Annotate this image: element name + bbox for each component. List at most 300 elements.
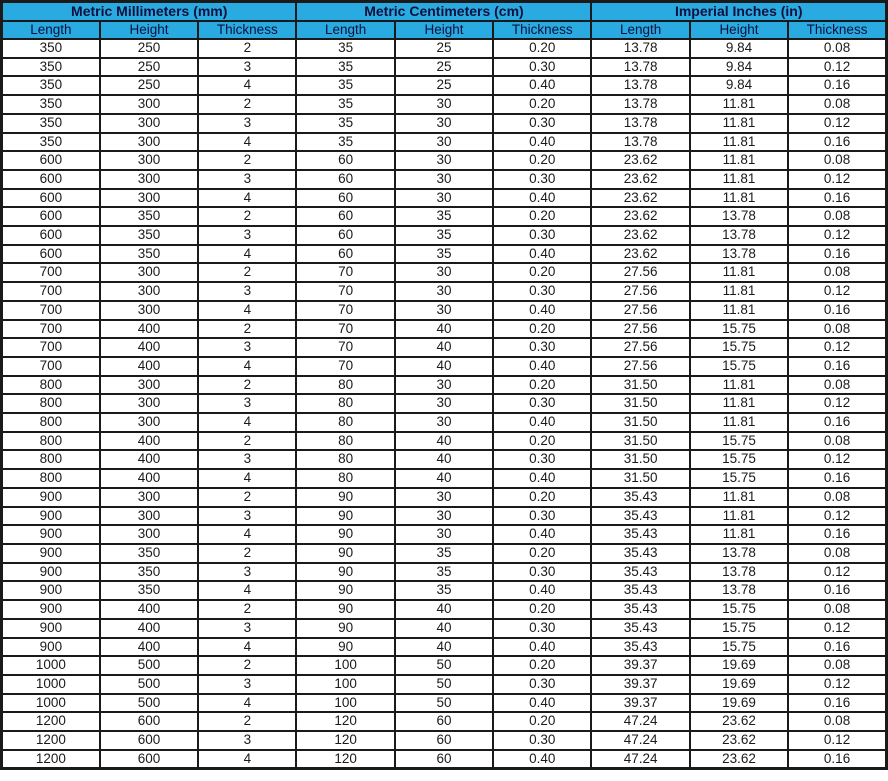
table-cell: 70 [296, 320, 394, 339]
table-cell: 2 [198, 39, 296, 58]
table-cell: 35.43 [591, 525, 689, 544]
table-cell: 25 [395, 58, 493, 77]
table-cell: 0.08 [788, 488, 886, 507]
table-cell: 35 [296, 114, 394, 133]
table-cell: 35 [296, 39, 394, 58]
table-cell: 2 [198, 656, 296, 675]
table-cell: 0.20 [493, 600, 591, 619]
table-cell: 11.81 [690, 133, 788, 152]
table-cell: 4 [198, 413, 296, 432]
table-cell: 600 [100, 750, 198, 769]
table-cell: 11.81 [690, 394, 788, 413]
table-row [2, 245, 887, 264]
table-cell: 600 [100, 731, 198, 750]
table-cell: 400 [100, 638, 198, 657]
table-cell: 1000 [2, 656, 100, 675]
table-cell: 0.16 [788, 357, 886, 376]
table-cell: 13.78 [690, 544, 788, 563]
table-cell: 0.20 [493, 544, 591, 563]
table-cell: 30 [395, 151, 493, 170]
table-row [2, 263, 887, 282]
table-row [2, 207, 887, 226]
table-cell: 100 [296, 675, 394, 694]
table-cell: 30 [395, 301, 493, 320]
table-cell: 11.81 [690, 282, 788, 301]
table-cell: 120 [296, 712, 394, 731]
section-header-in: Imperial Inches (in) [591, 2, 886, 22]
column-header-cm-length: Length [296, 21, 394, 39]
column-header-in-height: Height [690, 21, 788, 39]
table-row [2, 675, 887, 694]
table-cell: 0.12 [788, 731, 886, 750]
table-cell: 700 [2, 301, 100, 320]
table-cell: 3 [198, 170, 296, 189]
table-cell: 0.16 [788, 245, 886, 264]
table-row [2, 544, 887, 563]
table-cell: 400 [100, 338, 198, 357]
table-cell: 350 [100, 581, 198, 600]
table-cell: 0.30 [493, 282, 591, 301]
table-cell: 300 [100, 394, 198, 413]
table-cell: 11.81 [690, 95, 788, 114]
table-cell: 90 [296, 581, 394, 600]
table-cell: 0.16 [788, 638, 886, 657]
table-cell: 13.78 [690, 226, 788, 245]
table-cell: 60 [296, 151, 394, 170]
table-cell: 0.16 [788, 413, 886, 432]
table-cell: 30 [395, 133, 493, 152]
table-cell: 3 [198, 58, 296, 77]
table-cell: 0.08 [788, 95, 886, 114]
table-cell: 4 [198, 581, 296, 600]
table-cell: 600 [100, 712, 198, 731]
table-row [2, 731, 887, 750]
table-cell: 300 [100, 376, 198, 395]
table-cell: 500 [100, 656, 198, 675]
table-cell: 1000 [2, 694, 100, 713]
table-cell: 400 [100, 619, 198, 638]
table-cell: 800 [2, 394, 100, 413]
table-cell: 0.12 [788, 507, 886, 526]
table-cell: 0.20 [493, 376, 591, 395]
table-cell: 13.78 [591, 39, 689, 58]
table-row [2, 488, 887, 507]
table-cell: 11.81 [690, 413, 788, 432]
table-cell: 0.40 [493, 750, 591, 769]
table-cell: 35 [296, 133, 394, 152]
table-cell: 300 [100, 170, 198, 189]
table-cell: 3 [198, 731, 296, 750]
table-cell: 11.81 [690, 301, 788, 320]
table-cell: 90 [296, 507, 394, 526]
table-cell: 0.20 [493, 151, 591, 170]
table-cell: 35 [395, 563, 493, 582]
table-cell: 50 [395, 694, 493, 713]
table-cell: 600 [2, 245, 100, 264]
table-cell: 0.30 [493, 563, 591, 582]
table-cell: 11.81 [690, 151, 788, 170]
table-cell: 9.84 [690, 39, 788, 58]
table-row [2, 600, 887, 619]
table-cell: 350 [100, 563, 198, 582]
table-row [2, 226, 887, 245]
table-cell: 0.30 [493, 507, 591, 526]
table-cell: 0.40 [493, 581, 591, 600]
table-cell: 0.20 [493, 712, 591, 731]
table-cell: 40 [395, 469, 493, 488]
table-cell: 27.56 [591, 301, 689, 320]
table-cell: 40 [395, 357, 493, 376]
table-cell: 350 [100, 226, 198, 245]
table-cell: 300 [100, 133, 198, 152]
table-cell: 30 [395, 525, 493, 544]
table-cell: 2 [198, 712, 296, 731]
table-cell: 31.50 [591, 432, 689, 451]
table-cell: 0.12 [788, 563, 886, 582]
table-row [2, 581, 887, 600]
table-cell: 0.16 [788, 694, 886, 713]
table-cell: 0.08 [788, 712, 886, 731]
table-cell: 11.81 [690, 189, 788, 208]
table-cell: 2 [198, 207, 296, 226]
table-cell: 0.40 [493, 525, 591, 544]
table-cell: 35.43 [591, 600, 689, 619]
table-cell: 80 [296, 432, 394, 451]
table-row [2, 320, 887, 339]
table-cell: 39.37 [591, 656, 689, 675]
table-cell: 15.75 [690, 450, 788, 469]
table-cell: 2 [198, 488, 296, 507]
table-row [2, 133, 887, 152]
table-cell: 700 [2, 338, 100, 357]
table-cell: 19.69 [690, 656, 788, 675]
table-cell: 31.50 [591, 450, 689, 469]
table-cell: 300 [100, 507, 198, 526]
table-cell: 27.56 [591, 263, 689, 282]
table-cell: 0.08 [788, 151, 886, 170]
table-cell: 15.75 [690, 600, 788, 619]
table-cell: 80 [296, 394, 394, 413]
table-cell: 13.78 [690, 563, 788, 582]
table-cell: 300 [100, 413, 198, 432]
table-cell: 0.20 [493, 488, 591, 507]
table-cell: 15.75 [690, 320, 788, 339]
table-cell: 1200 [2, 731, 100, 750]
table-cell: 11.81 [690, 263, 788, 282]
table-cell: 4 [198, 638, 296, 657]
table-cell: 35.43 [591, 638, 689, 657]
table-cell: 250 [100, 39, 198, 58]
table-cell: 0.16 [788, 189, 886, 208]
table-cell: 800 [2, 469, 100, 488]
table-cell: 4 [198, 525, 296, 544]
table-cell: 2 [198, 544, 296, 563]
table-cell: 3 [198, 282, 296, 301]
column-header-in-thickness: Thickness [788, 21, 886, 39]
table-cell: 3 [198, 563, 296, 582]
table-cell: 40 [395, 432, 493, 451]
table-cell: 0.16 [788, 76, 886, 95]
table-cell: 0.40 [493, 694, 591, 713]
table-cell: 100 [296, 656, 394, 675]
table-cell: 0.12 [788, 394, 886, 413]
column-header-mm-length: Length [2, 21, 100, 39]
table-cell: 250 [100, 76, 198, 95]
table-cell: 31.50 [591, 469, 689, 488]
table-cell: 60 [395, 731, 493, 750]
table-cell: 900 [2, 507, 100, 526]
table-cell: 30 [395, 114, 493, 133]
table-cell: 15.75 [690, 338, 788, 357]
table-cell: 0.30 [493, 226, 591, 245]
table-cell: 40 [395, 619, 493, 638]
table-row [2, 301, 887, 320]
table-cell: 350 [100, 245, 198, 264]
table-cell: 0.20 [493, 95, 591, 114]
table-cell: 70 [296, 263, 394, 282]
table-cell: 70 [296, 357, 394, 376]
table-cell: 35 [296, 76, 394, 95]
table-cell: 11.81 [690, 488, 788, 507]
table-cell: 900 [2, 600, 100, 619]
table-cell: 300 [100, 114, 198, 133]
table-cell: 700 [2, 282, 100, 301]
table-cell: 0.20 [493, 432, 591, 451]
table-cell: 60 [296, 226, 394, 245]
table-cell: 35 [395, 207, 493, 226]
table-cell: 400 [100, 469, 198, 488]
table-cell: 27.56 [591, 357, 689, 376]
table-row [2, 394, 887, 413]
table-cell: 11.81 [690, 376, 788, 395]
table-cell: 80 [296, 450, 394, 469]
table-row [2, 619, 887, 638]
table-cell: 350 [2, 95, 100, 114]
table-cell: 30 [395, 394, 493, 413]
table-cell: 4 [198, 750, 296, 769]
table-cell: 2 [198, 95, 296, 114]
table-cell: 11.81 [690, 170, 788, 189]
table-cell: 1200 [2, 712, 100, 731]
table-cell: 0.08 [788, 376, 886, 395]
table-cell: 35 [395, 544, 493, 563]
table-row [2, 338, 887, 357]
table-cell: 35.43 [591, 507, 689, 526]
table-cell: 900 [2, 525, 100, 544]
table-cell: 2 [198, 432, 296, 451]
table-cell: 300 [100, 151, 198, 170]
table-cell: 3 [198, 114, 296, 133]
table-row [2, 450, 887, 469]
table-cell: 39.37 [591, 694, 689, 713]
table-cell: 300 [100, 263, 198, 282]
table-cell: 35.43 [591, 619, 689, 638]
table-header [2, 2, 887, 40]
table-cell: 0.40 [493, 189, 591, 208]
table-cell: 350 [2, 39, 100, 58]
table-cell: 23.62 [591, 189, 689, 208]
table-cell: 0.08 [788, 432, 886, 451]
table-cell: 2 [198, 263, 296, 282]
table-cell: 30 [395, 170, 493, 189]
section-header-cm: Metric Centimeters (cm) [296, 2, 591, 22]
table-row [2, 39, 887, 58]
table-cell: 0.40 [493, 76, 591, 95]
table-cell: 4 [198, 357, 296, 376]
table-cell: 0.20 [493, 263, 591, 282]
table-cell: 70 [296, 301, 394, 320]
table-cell: 25 [395, 39, 493, 58]
table-cell: 0.30 [493, 394, 591, 413]
table-cell: 4 [198, 694, 296, 713]
table-cell: 0.30 [493, 731, 591, 750]
column-header-cm-height: Height [395, 21, 493, 39]
table-row [2, 357, 887, 376]
table-cell: 13.78 [690, 581, 788, 600]
table-cell: 0.16 [788, 133, 886, 152]
table-cell: 4 [198, 133, 296, 152]
table-cell: 3 [198, 675, 296, 694]
table-cell: 0.40 [493, 469, 591, 488]
table-row [2, 469, 887, 488]
table-cell: 30 [395, 507, 493, 526]
table-cell: 3 [198, 394, 296, 413]
table-cell: 80 [296, 376, 394, 395]
table-cell: 70 [296, 338, 394, 357]
table-cell: 0.16 [788, 469, 886, 488]
table-cell: 0.12 [788, 450, 886, 469]
table-cell: 0.20 [493, 656, 591, 675]
table-cell: 600 [2, 189, 100, 208]
table-cell: 13.78 [591, 76, 689, 95]
table-cell: 15.75 [690, 357, 788, 376]
table-row [2, 76, 887, 95]
table-cell: 300 [100, 95, 198, 114]
table-cell: 0.08 [788, 263, 886, 282]
table-cell: 0.12 [788, 675, 886, 694]
table-cell: 11.81 [690, 525, 788, 544]
table-cell: 0.08 [788, 600, 886, 619]
table-cell: 60 [296, 207, 394, 226]
table-cell: 400 [100, 600, 198, 619]
table-cell: 4 [198, 469, 296, 488]
table-cell: 30 [395, 376, 493, 395]
table-cell: 25 [395, 76, 493, 95]
table-cell: 35 [395, 226, 493, 245]
table-cell: 0.12 [788, 226, 886, 245]
table-cell: 70 [296, 282, 394, 301]
table-cell: 3 [198, 338, 296, 357]
table-cell: 30 [395, 488, 493, 507]
table-cell: 23.62 [591, 226, 689, 245]
table-cell: 400 [100, 320, 198, 339]
table-cell: 23.62 [591, 245, 689, 264]
table-cell: 35 [296, 95, 394, 114]
table-cell: 90 [296, 563, 394, 582]
table-cell: 35.43 [591, 488, 689, 507]
table-cell: 47.24 [591, 731, 689, 750]
table-cell: 350 [2, 58, 100, 77]
table-row [2, 525, 887, 544]
table-cell: 13.78 [690, 207, 788, 226]
table-cell: 500 [100, 675, 198, 694]
table-cell: 35 [395, 245, 493, 264]
table-row [2, 638, 887, 657]
table-cell: 0.30 [493, 58, 591, 77]
table-row [2, 95, 887, 114]
table-cell: 900 [2, 619, 100, 638]
table-cell: 23.62 [591, 170, 689, 189]
table-cell: 0.12 [788, 282, 886, 301]
table-cell: 350 [100, 207, 198, 226]
table-cell: 900 [2, 488, 100, 507]
table-cell: 11.81 [690, 507, 788, 526]
table-cell: 3 [198, 226, 296, 245]
table-row [2, 563, 887, 582]
table-cell: 30 [395, 263, 493, 282]
table-row [2, 170, 887, 189]
table-cell: 27.56 [591, 282, 689, 301]
table-cell: 0.12 [788, 170, 886, 189]
table-cell: 31.50 [591, 394, 689, 413]
table-cell: 350 [100, 544, 198, 563]
table-cell: 700 [2, 357, 100, 376]
table-cell: 60 [296, 189, 394, 208]
table-cell: 2 [198, 151, 296, 170]
table-cell: 30 [395, 189, 493, 208]
table-cell: 27.56 [591, 320, 689, 339]
table-cell: 23.62 [690, 731, 788, 750]
table-cell: 300 [100, 525, 198, 544]
table-cell: 47.24 [591, 712, 689, 731]
table-cell: 600 [2, 151, 100, 170]
table-cell: 0.30 [493, 114, 591, 133]
table-cell: 39.37 [591, 675, 689, 694]
table-cell: 250 [100, 58, 198, 77]
table-cell: 35 [395, 581, 493, 600]
table-cell: 35 [296, 58, 394, 77]
table-cell: 50 [395, 656, 493, 675]
table-cell: 15.75 [690, 469, 788, 488]
table-cell: 30 [395, 282, 493, 301]
table-cell: 40 [395, 338, 493, 357]
table-cell: 0.08 [788, 544, 886, 563]
table-cell: 30 [395, 95, 493, 114]
table-cell: 100 [296, 694, 394, 713]
table-cell: 15.75 [690, 638, 788, 657]
table-cell: 350 [2, 114, 100, 133]
table-cell: 300 [100, 189, 198, 208]
table-cell: 4 [198, 76, 296, 95]
table-cell: 300 [100, 488, 198, 507]
table-cell: 13.78 [591, 95, 689, 114]
table-row [2, 694, 887, 713]
column-header-in-length: Length [591, 21, 689, 39]
table-cell: 4 [198, 301, 296, 320]
table-cell: 90 [296, 488, 394, 507]
table-cell: 90 [296, 619, 394, 638]
table-cell: 800 [2, 413, 100, 432]
table-cell: 80 [296, 413, 394, 432]
table-cell: 900 [2, 581, 100, 600]
table-cell: 500 [100, 694, 198, 713]
table-row [2, 432, 887, 451]
table-cell: 23.62 [690, 750, 788, 769]
table-cell: 300 [100, 301, 198, 320]
table-cell: 11.81 [690, 114, 788, 133]
table-cell: 600 [2, 226, 100, 245]
table-cell: 0.16 [788, 301, 886, 320]
